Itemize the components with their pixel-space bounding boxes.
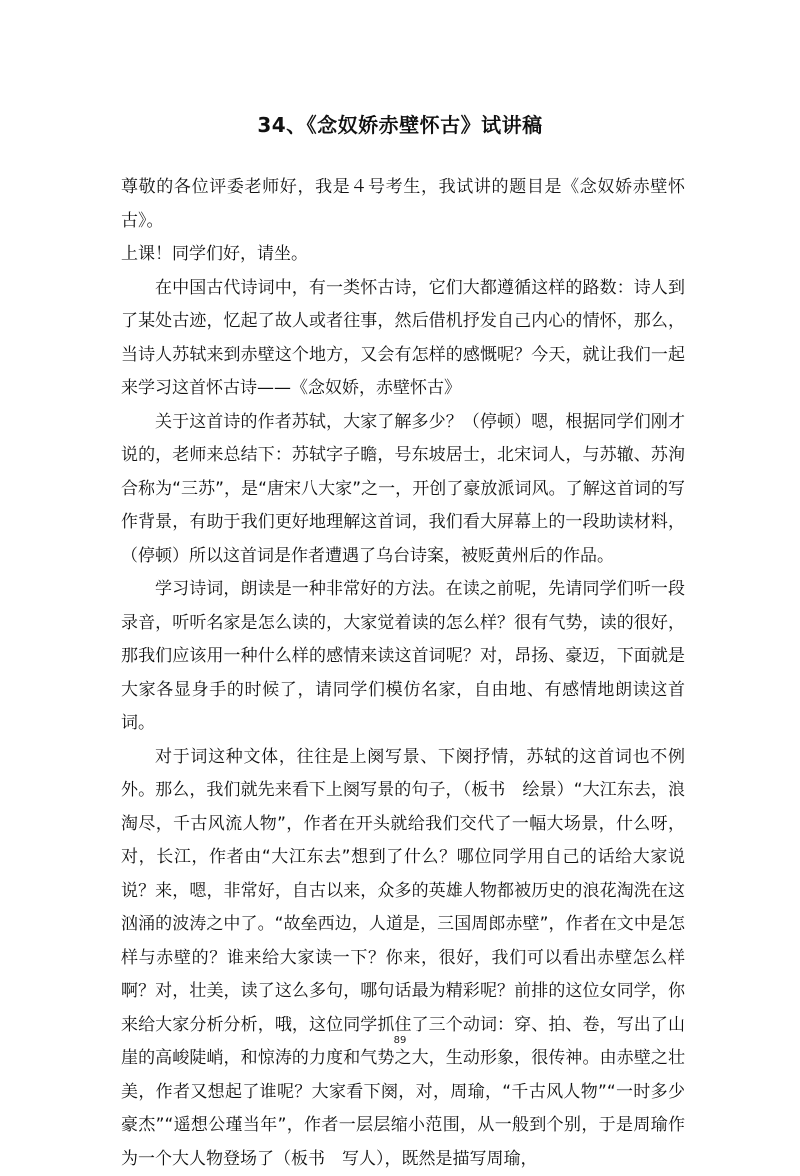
paragraph: 关于这首诗的作者苏轼，大家了解多少？（停顿）嗯，根据同学们刚才说的，老师来总结下：苏轼字子瞻，号东坡居士，北宋词人，与苏辙、苏洵合称为“三苏”，是“唐宋八大家”之一，开创了豪放派词风。了解这首词的写作背景，有助于我们更好地理解这首词，我们看大屏幕上的一段助读材料，（停顿）所以这首词是作者遭遇了乌台诗案，被贬黄州后的作品。 [121, 406, 685, 574]
paragraph: 尊敬的各位评委老师好，我是４号考生，我试讲的题目是《念奴娇赤壁怀古》。 [121, 171, 685, 238]
page-number: 89 [0, 1034, 800, 1048]
paragraph: 学习诗词，朗读是一种非常好的方法。在读之前呢，先请同学们听一段录音，听听名家是怎么读的，大家觉着读的怎么样？很有气势，读的很好，那我们应该用一种什么样的感情来读这首词呢？对，昂扬、豪迈，下面就是大家各显身手的时候了，请同学们模仿名家，自由地、有感情地朗读这首词。 [121, 573, 685, 741]
paragraph: 对于词这种文体，往往是上阕写景、下阕抒情，苏轼的这首词也不例外。那么，我们就先来看下上阕写景的句子，（板书 绘景）“大江东去，浪淘尽，千古风流人物”，作者在开头就给我们交代了一幅大场景，什么呀，对，长江，作者由“大江东去”想到了什么？哪位同学用自己的话给大家说说？来，嗯，非常好，自古以来，众多的英雄人物都被历史的浪花淘洗在这汹涌的波涛之中了。“故垒西边，人道是，三国周郎赤壁”，作者在文中是怎样与赤壁的？谁来给大家读一下？你来，很好，我们可以看出赤壁怎么样啊？对，壮美，读了这么多句，哪句话最为精彩呢？前排的这位女同学，你来给大家分析分析，哦，这位同学抓住了三个动词：穿、拍、卷，写出了山崖的高峻陡峭，和惊涛的力度和气势之大，生动形象，很传神。由赤壁之壮美，作者又想起了谁呢？大家看下阕，对，周瑜，“千古风人物”“一时多少豪杰”“遥想公瑾当年”，作者一层层缩小范围，从一般到个别，于是周瑜作为一个大人物登场了（板书 写人），既然是描写周瑜， [121, 741, 685, 1176]
paragraph: 在中国古代诗词中，有一类怀古诗，它们大都遵循这样的路数：诗人到了某处古迹，忆起了故人或者往事，然后借机抒发自己内心的情怀，那么，当诗人苏轼来到赤壁这个地方，又会有怎样的感慨呢？今天，就让我们一起来学习这首怀古诗——《念奴娇，赤壁怀古》 [121, 272, 685, 406]
paragraph: 上课！同学们好，请坐。 [121, 238, 685, 272]
document-title: 34、《念奴娇赤壁怀古》试讲稿 [0, 110, 800, 140]
document-body [121, 171, 685, 1176]
